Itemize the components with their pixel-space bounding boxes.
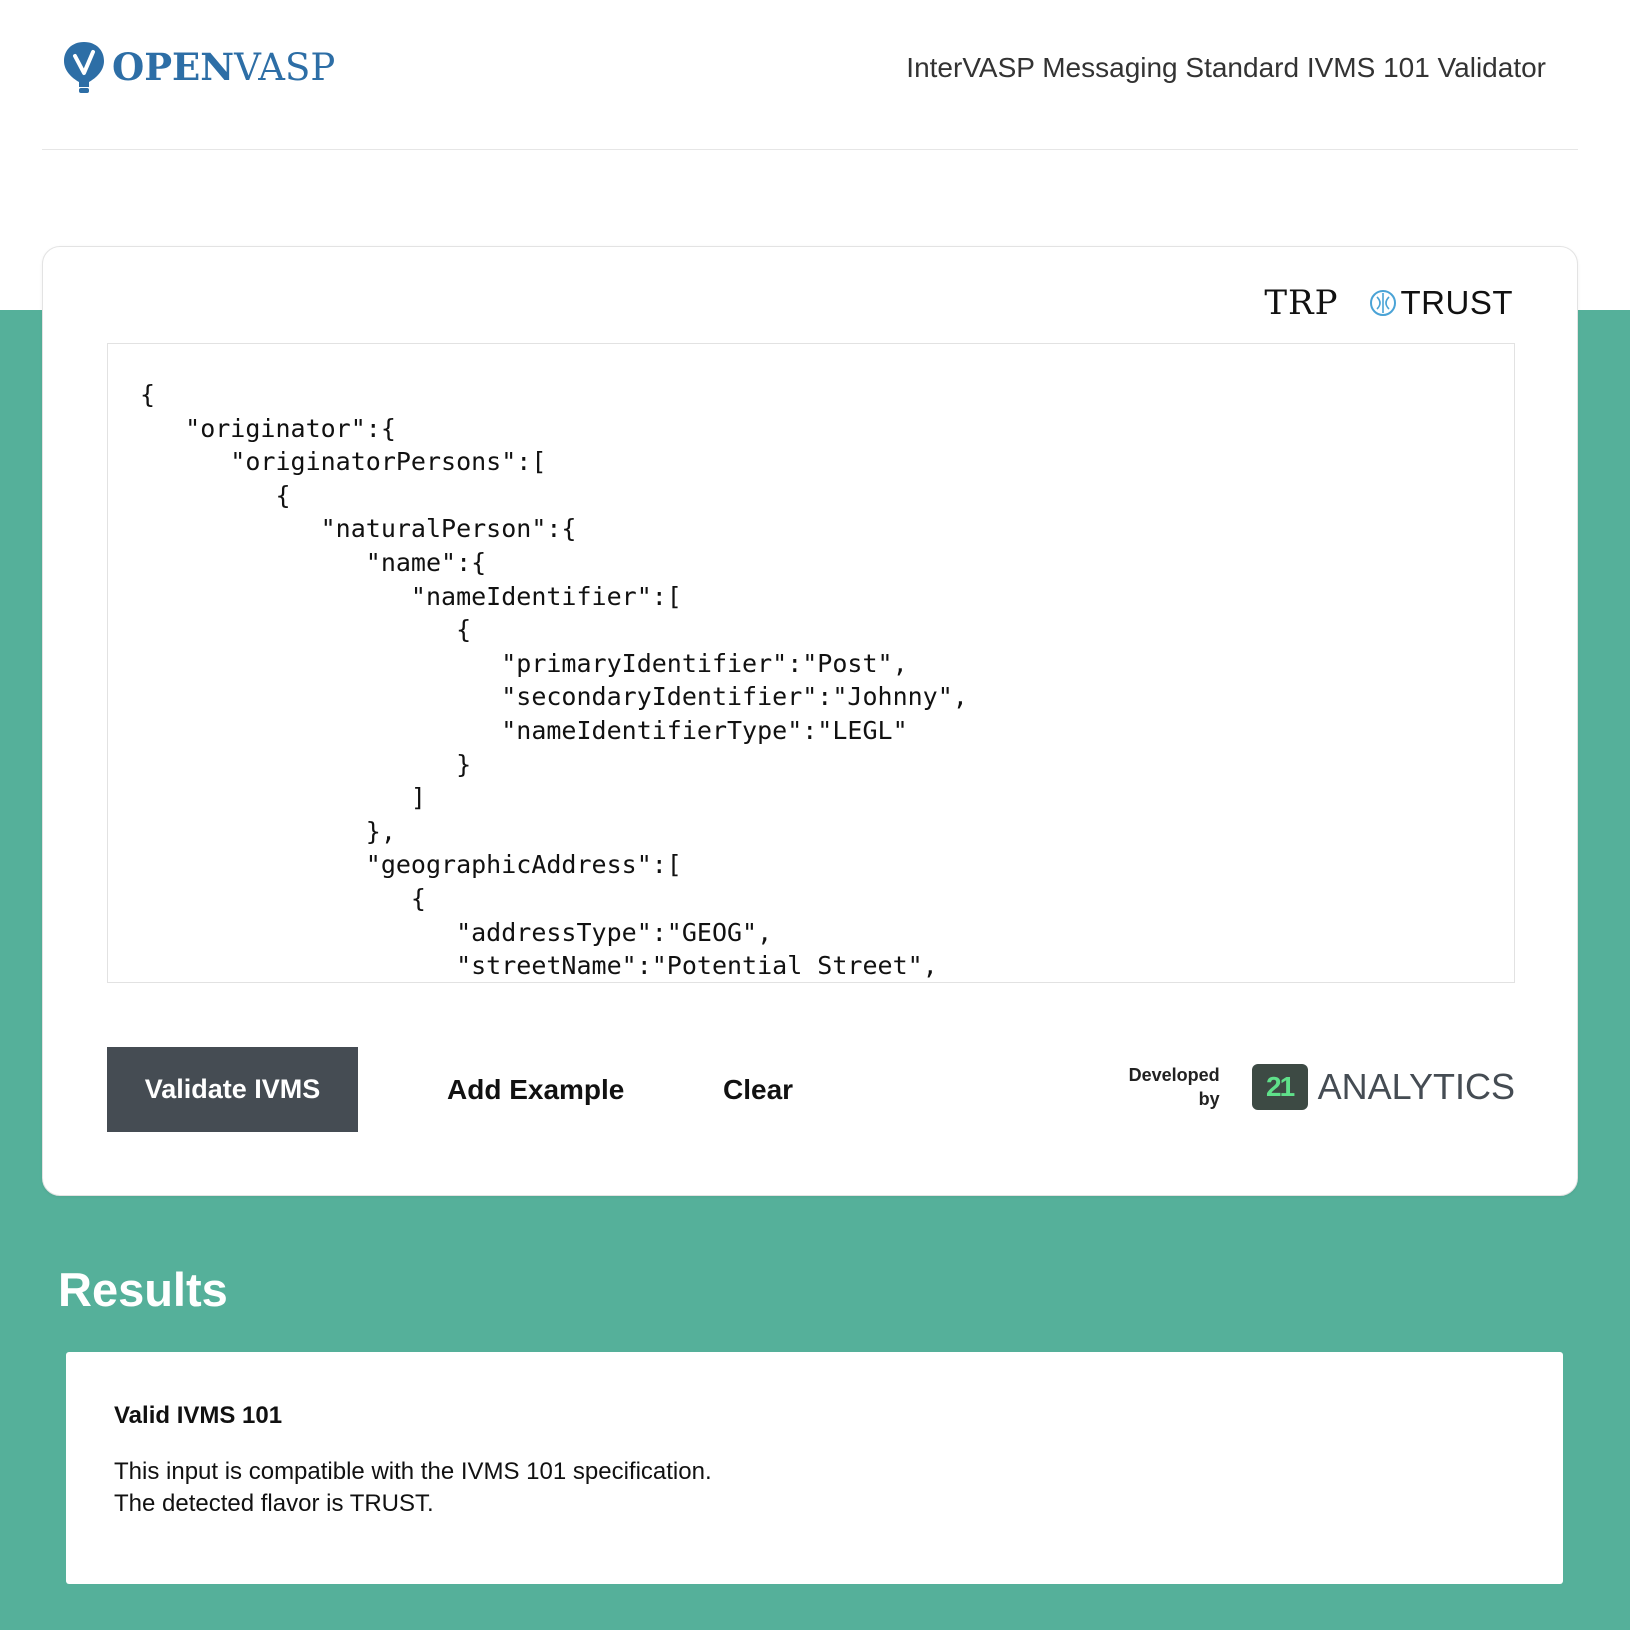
code-line: "nameIdentifier":[ — [140, 581, 682, 611]
action-bar — [107, 1047, 1515, 1133]
code-line: { — [140, 380, 156, 409]
trust-label: TRUST — [1400, 284, 1513, 321]
validator-card — [42, 246, 1578, 1196]
21analytics-logo[interactable] — [1252, 1064, 1515, 1110]
flavor-logos — [1264, 283, 1513, 323]
code-line: { — [140, 480, 291, 510]
code-line: ] — [140, 783, 426, 813]
developed-by-label: Developed by — [1128, 1065, 1220, 1109]
code-line: "naturalPerson":{ — [140, 514, 577, 544]
code-line: { — [140, 883, 426, 913]
logo-text: OPENVASP — [112, 44, 336, 89]
openvasp-logo[interactable] — [62, 40, 335, 94]
code-line: { — [140, 615, 472, 645]
developed-by — [1129, 1063, 1515, 1111]
result-flavor-line: The detected flavor is TRUST. — [114, 1490, 434, 1517]
result-status-title: Valid IVMS 101 — [114, 1402, 283, 1429]
page-title: InterVASP Messaging Standard IVMS 101 Validator — [906, 52, 1546, 83]
trp-logo: TRP — [1264, 283, 1339, 323]
results-heading: Results — [58, 1263, 228, 1316]
code-line: "originatorPersons":[ — [140, 447, 547, 477]
21-badge: 21 — [1252, 1064, 1308, 1110]
code-line: "streetName":"Potential Street", — [140, 951, 938, 981]
trust-logo — [1369, 284, 1514, 322]
clear-button[interactable]: Clear — [723, 1047, 793, 1132]
code-line: "secondaryIdentifier":"Johnny", — [140, 682, 968, 712]
code-line: "geographicAddress":[ — [140, 850, 682, 880]
json-code — [108, 344, 1514, 983]
header — [42, 0, 1578, 150]
json-input-editor[interactable] — [107, 343, 1515, 983]
analytics-wordmark: ANALYTICS — [1317, 1066, 1515, 1107]
results-card — [66, 1352, 1563, 1584]
code-line: "originator":{ — [140, 413, 396, 443]
code-line: "name":{ — [140, 547, 487, 577]
code-line: "addressType":"GEOG", — [140, 917, 773, 947]
trust-globe-icon — [1369, 289, 1397, 317]
code-line: }, — [140, 816, 396, 846]
code-line: "nameIdentifierType":"LEGL" — [140, 715, 908, 745]
balloon-icon — [62, 40, 106, 94]
add-example-button[interactable]: Add Example — [447, 1047, 624, 1132]
code-line: "primaryIdentifier":"Post", — [140, 648, 908, 678]
result-message-line: This input is compatible with the IVMS 101 specification. — [114, 1458, 712, 1485]
code-line: } — [140, 749, 472, 779]
validate-ivms-button[interactable]: Validate IVMS — [107, 1047, 358, 1132]
